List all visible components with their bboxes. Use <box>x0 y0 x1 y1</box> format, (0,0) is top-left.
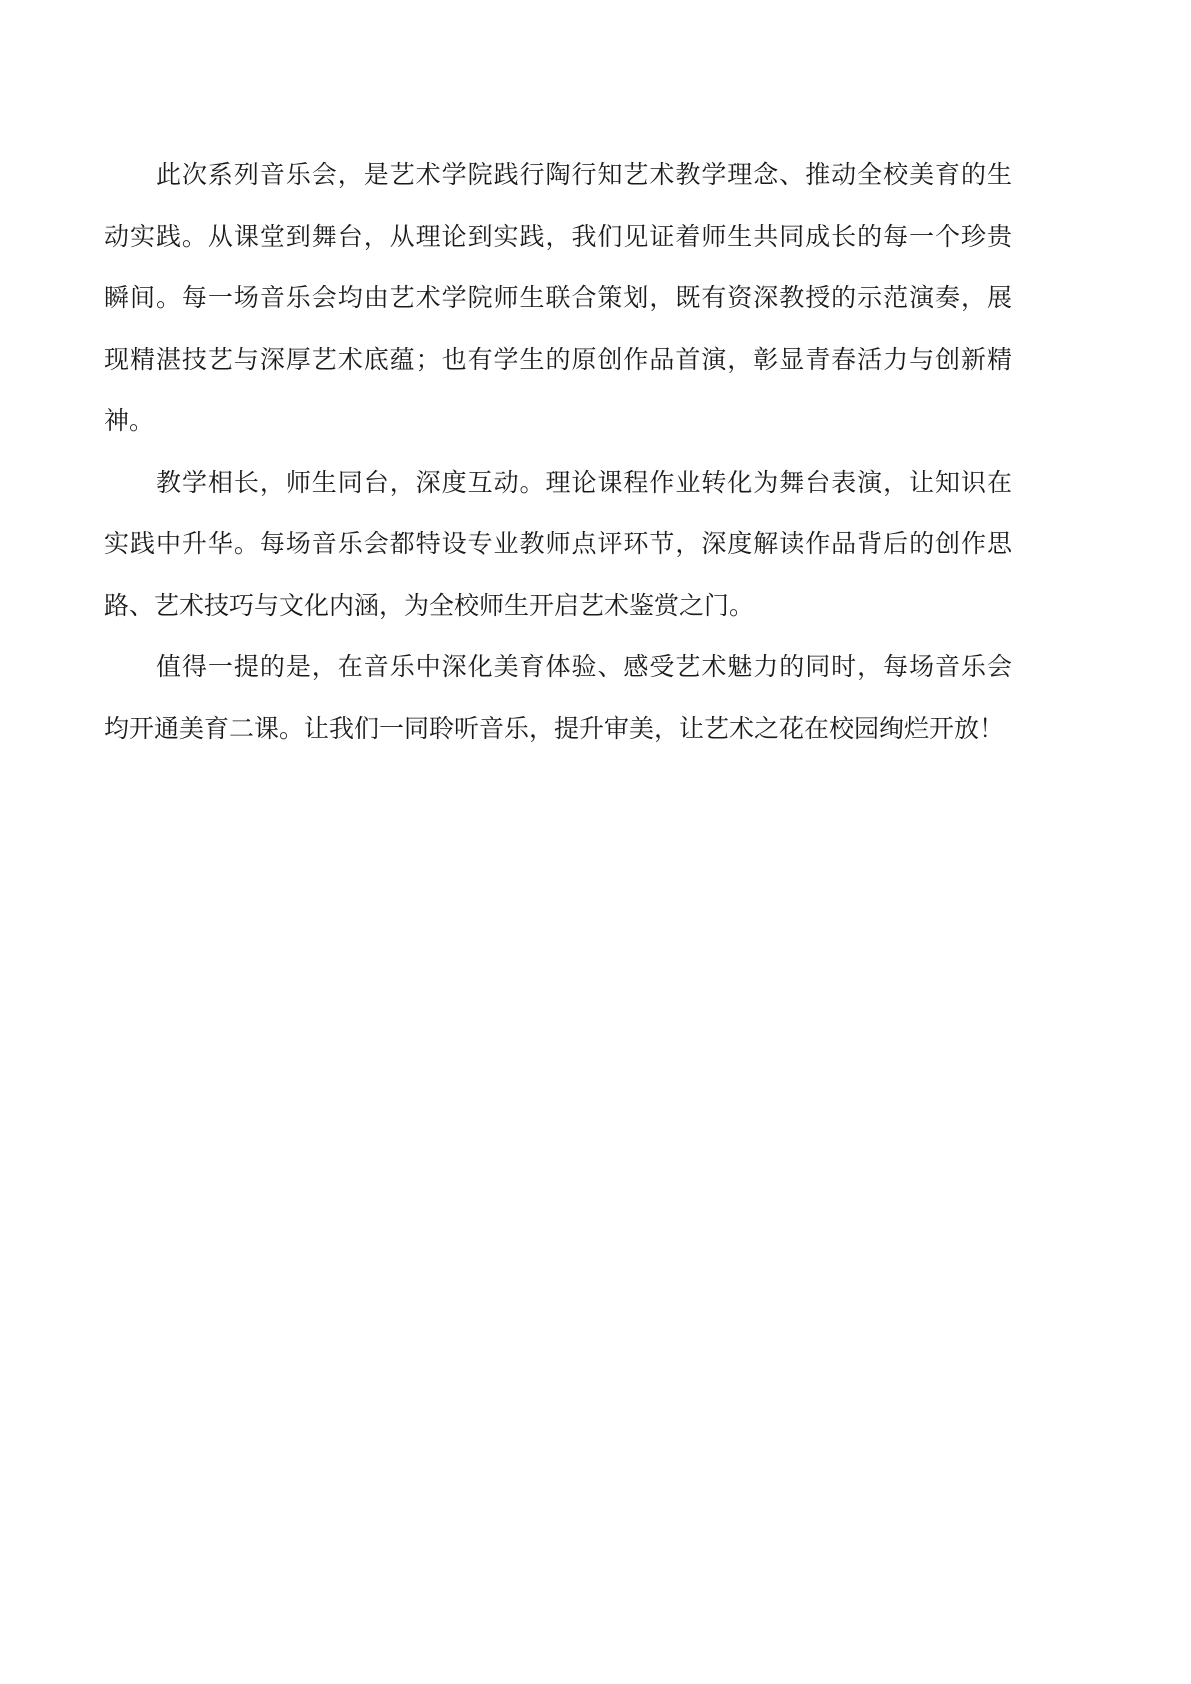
text-line: 均开通美育二课。让我们一同聆听音乐，提升审美，让艺术之花在校园绚烂开放！ <box>104 715 1005 743</box>
text-line: 此次系列音乐会，是艺术学院践行陶行知艺术教学理念、推动全校美育的生 <box>156 162 1012 189</box>
text-line: 瞬间。每一场音乐会均由艺术学院师生联合策划，既有资深教授的示范演奏，展 <box>104 285 1012 312</box>
paragraph-2 <box>104 453 1012 638</box>
text-line: 路、艺术技巧与文化内涵，为全校师生开启艺术鉴赏之门。 <box>104 592 755 620</box>
text-line: 值得一提的是，在音乐中深化美育体验、感受艺术魅力的同时，每场音乐会 <box>156 654 1012 681</box>
paragraph-3 <box>104 637 1012 760</box>
text-line: 现精湛技艺与深厚艺术底蕴；也有学生的原创作品首演，彰显青春活力与创新精 <box>104 346 1012 374</box>
text-line: 神。 <box>104 408 155 435</box>
text-line: 教学相长，师生同台，深度互动。理论课程作业转化为舞台表演，让知识在 <box>156 469 1012 497</box>
text-line: 实践中升华。每场音乐会都特设专业教师点评环节，深度解读作品背后的创作思 <box>104 531 1012 558</box>
text-line: 动实践。从课堂到舞台，从理论到实践，我们见证着师生共同成长的每一个珍贵 <box>104 223 1012 251</box>
paragraph-1 <box>104 145 1012 453</box>
document-body-text <box>104 145 1012 760</box>
